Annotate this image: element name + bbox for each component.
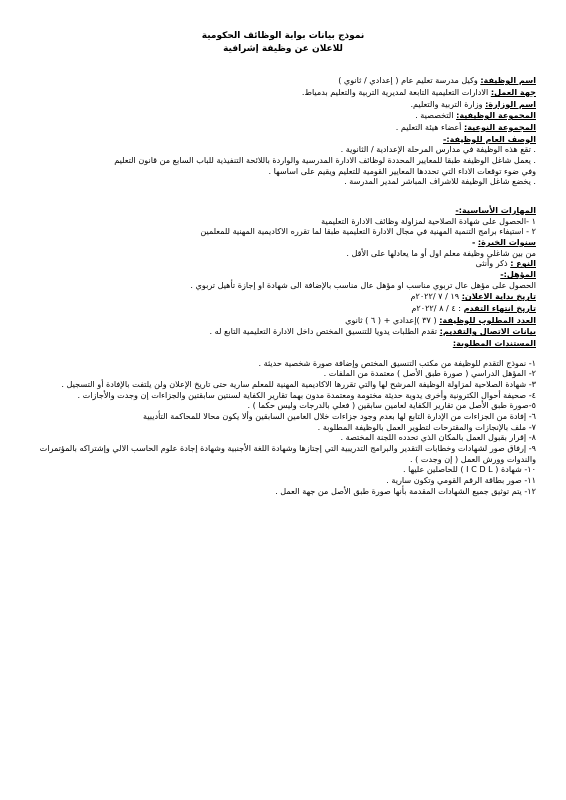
qualification-heading bbox=[30, 269, 536, 280]
description-line: . تقع هذه الوظيفة في مدارس المرحلة الإعدادية / الثانوية . bbox=[340, 144, 536, 155]
document-page bbox=[30, 30, 536, 790]
description-line: . يخضع شاغل الوظيفة للاشراف المباشر لمدير المدرسة . bbox=[344, 176, 536, 187]
job-name-row bbox=[30, 75, 536, 86]
document-item: ١- نموذج التقدم للوظيفة من مكتب التنسيق المختص وإضافة صورة شخصية حديثة . bbox=[258, 357, 536, 368]
skill-item: ١ -الحصول على شهادة الصلاحية لمزاولة وظائف الادارة التعليمية bbox=[321, 215, 536, 226]
documents-label: المستندات المطلوبة: bbox=[452, 337, 536, 348]
end-date-value: : ٤ / ٨ /٢٠٢٢م bbox=[411, 302, 464, 313]
skills-label: المهارات الأساسية:- bbox=[455, 204, 536, 215]
experience-label: سنوات الخبرة: bbox=[477, 236, 536, 247]
start-date-value: ١٩ / ٧ /٢٠٢٢م bbox=[410, 291, 462, 302]
gender-value: ذكر وأنثى bbox=[475, 258, 511, 269]
header-subtitle: للاعلان عن وظيفة إشرافية bbox=[223, 43, 343, 54]
gender-row bbox=[30, 258, 536, 269]
document-item: ٥-صورة طبق الأصل من تقارير الكفاية لعامين سابقين ( فعلي بالدرجات وليس حكما ) . bbox=[247, 400, 536, 411]
document-item: ٩- إرفاق صور لشهادات وخطابات التقدير والبرامج التدريبية التي إجتازها وشهادة اللغة الأجنبية وشهادة إجادة علوم الحاسب الالي وإشتراكه بالمؤتمرات والندوات وورش العمل ( إن وجدت ) . bbox=[39, 443, 536, 464]
experience-text: من بين شاغلي وظيفة معلم اول أو ما يعادلها على الأقل . bbox=[346, 247, 536, 258]
document-item: ٦- إفادة من الجزاءات من الإدارة التابع لها بعدم وجود جزاءات خلال العامين السابقين وألا يكون محالا للمحاكمة التأديبية bbox=[142, 411, 536, 421]
skills-heading bbox=[30, 205, 536, 216]
contact-value: تقدم الطلبات يدويا للتنسيق المختص داخل الادارة التعليمية التابع له . bbox=[209, 326, 440, 337]
document-item: ٢- المؤهل الدراسي ( صورة طبق الأصل ) معتمدة من الملفات . bbox=[323, 368, 536, 379]
contact-label: بيانات الاتصال والتقديم: bbox=[439, 326, 536, 337]
count-row bbox=[30, 315, 536, 326]
func-group-value: التخصصية . bbox=[415, 110, 457, 121]
document-item: ٤- صحيفة أحوال الكترونية وأخرى يدوية حديثة مختومة ومعتمدة مدون بهما تقارير الكفاية لسنتين سابقتين والجزاءات إن وجدت والأجازات . bbox=[77, 389, 536, 400]
employer-value: الادارات التعليمية التابعة لمديرية التربية والتعليم بدمياط. bbox=[301, 86, 491, 97]
employer-label: جهة العمل: bbox=[490, 86, 536, 97]
start-date-row bbox=[30, 291, 536, 302]
qualification-label: المؤهل:- bbox=[500, 268, 536, 279]
experience-dash: - bbox=[471, 236, 476, 247]
type-group-row bbox=[30, 122, 536, 133]
func-group-row bbox=[30, 110, 536, 121]
document-item: ٣- شهادة الصلاحية لمزاولة الوظيفة المرشح لها والتي تقررها الاكاديمية المهنية للمعلم سارية حتى تاريخ الإعلان ولن يلتفت بالإفادة أو التسجيل . bbox=[61, 378, 536, 389]
count-label: العدد المطلوب للوظيفة: bbox=[439, 314, 536, 325]
description-label: الوصف العام للوظيفة:- bbox=[442, 133, 536, 144]
description-heading bbox=[30, 134, 536, 145]
start-date-label: تاريخ بداية الاعلان: bbox=[461, 291, 536, 302]
end-date-row bbox=[30, 303, 536, 314]
experience-heading bbox=[30, 237, 536, 248]
func-group-label: المجموعة الوظيفية: bbox=[456, 110, 536, 121]
document-item: ٧- ملف بالإنجازات والمقترحات لتطوير العمل بالوظيفة المطلوبة . bbox=[317, 421, 536, 432]
ministry-row bbox=[30, 99, 536, 110]
type-group-value: أعضاء هيئة التعليم . bbox=[395, 121, 464, 132]
qualification-text: الحصول على مؤهل عال تربوي مناسب او مؤهل عال مناسب بالإضافة الى شهادة او إجازة تأهيل تربوي . bbox=[190, 279, 536, 290]
description-line: . يعمل شاغل الوظيفة طبقا للمعايير المحددة لوظائف الادارة المدرسية والواردة باللائحة التنفيذية للباب السابع من قانون التعليم bbox=[114, 154, 536, 165]
job-name-value: وكيل مدرسة تعليم عام ( إعدادي / ثانوي ) bbox=[338, 75, 481, 86]
contact-row bbox=[30, 326, 536, 337]
employer-row bbox=[30, 87, 536, 98]
ministry-label: اسم الوزارة: bbox=[485, 98, 536, 109]
document-item: ١٠- شهادة ( I C D L ) للحاصلين عليها . bbox=[403, 464, 536, 475]
gender-label: النوع : bbox=[510, 258, 536, 269]
document-header bbox=[30, 30, 536, 55]
documents-heading bbox=[30, 338, 536, 349]
header-title: نموذج بيانات بوابة الوظائف الحكومية bbox=[201, 31, 365, 41]
ministry-value: وزارة التربية والتعليم. bbox=[410, 98, 486, 109]
type-group-label: المجموعة النوعية: bbox=[464, 121, 536, 132]
count-value: ( ٣٧ )إعدادي + ( ٦ ) ثانوي bbox=[345, 314, 440, 325]
job-name-label: اسم الوظيفة: bbox=[480, 75, 536, 86]
document-item: ١١- صور بطاقة الرقم القومي وتكون سارية . bbox=[386, 475, 536, 486]
document-item: ١٢- يتم توثيق جميع الشهادات المقدمة بأنها صورة طبق الأصل من جهة العمل . bbox=[275, 485, 536, 496]
description-line: وفي ضوء توقعات الاداء التي تحددها المعايير القومية للتعليم ويقيم على اساسها . bbox=[268, 165, 536, 176]
skill-item: ٢ - استيفاء برامج التنمية المهنية في مجال الادارة التعليمية طبقا لما تقرره الاكاديمية المهنية للمعلمين bbox=[200, 226, 536, 237]
end-date-label: تاريخ انتهاء التقدم bbox=[463, 302, 536, 313]
document-item: ٨- إقرار بقبول العمل بالمكان الذي تحدده اللجنة المختصة . bbox=[340, 432, 536, 443]
